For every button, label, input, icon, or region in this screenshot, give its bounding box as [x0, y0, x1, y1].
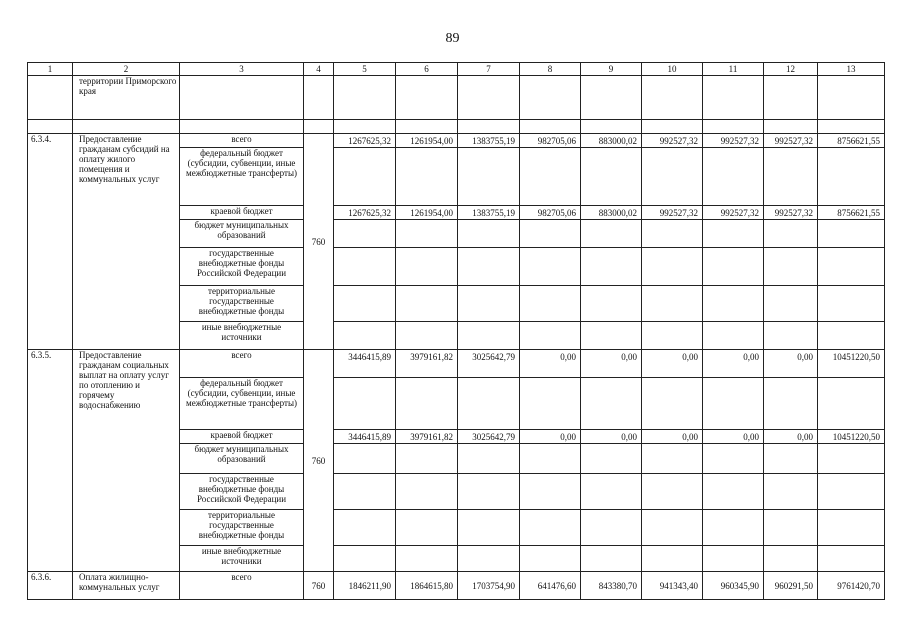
- measure-code: 6.3.4.: [28, 134, 73, 350]
- empty-cell: [818, 444, 885, 474]
- empty-cell: [304, 76, 334, 120]
- empty-cell: [520, 546, 581, 572]
- empty-cell: [458, 148, 520, 206]
- empty-cell: [180, 120, 304, 134]
- empty-cell: [764, 148, 818, 206]
- funding-source: государственные внебюджетные фонды Российской Федерации: [180, 248, 304, 286]
- empty-cell: [458, 120, 520, 134]
- empty-cell: [334, 510, 396, 546]
- empty-cell: [458, 248, 520, 286]
- empty-cell: [334, 546, 396, 572]
- amount-cell: 0,00: [520, 350, 581, 378]
- empty-cell: [703, 322, 764, 350]
- header-row: [28, 63, 885, 76]
- empty-cell: [396, 546, 458, 572]
- empty-cell: [703, 286, 764, 322]
- empty-cell: [334, 286, 396, 322]
- empty-cell: [703, 120, 764, 134]
- page-number: 89: [445, 31, 460, 46]
- empty-cell: [458, 286, 520, 322]
- empty-cell: [642, 510, 703, 546]
- empty-cell: [581, 378, 642, 430]
- amount-cell: 3025642,79: [458, 350, 520, 378]
- amount-cell: 8756621,55: [818, 206, 885, 220]
- empty-cell: [703, 248, 764, 286]
- column-4-value: 760: [304, 134, 334, 350]
- empty-cell: [818, 546, 885, 572]
- header-cell: 8: [520, 63, 581, 76]
- empty-cell: [642, 248, 703, 286]
- empty-cell: [642, 148, 703, 206]
- amount-cell: 3979161,82: [396, 350, 458, 378]
- empty-cell: [334, 76, 396, 120]
- header-cell: 7: [458, 63, 520, 76]
- empty-cell: [396, 444, 458, 474]
- amount-cell: 992527,32: [703, 206, 764, 220]
- measure-name: территории Приморского края: [73, 76, 180, 120]
- amount-cell: 1261954,00: [396, 134, 458, 148]
- amount-cell: 1267625,32: [334, 134, 396, 148]
- empty-cell: [396, 510, 458, 546]
- empty-cell: [396, 220, 458, 248]
- empty-cell: [396, 248, 458, 286]
- amount-cell: 941343,40: [642, 572, 703, 600]
- amount-cell: 0,00: [764, 430, 818, 444]
- amount-cell: 1261954,00: [396, 206, 458, 220]
- empty-cell: [703, 474, 764, 510]
- empty-cell: [520, 220, 581, 248]
- empty-cell: [180, 76, 304, 120]
- budget-table: [27, 62, 885, 600]
- empty-cell: [642, 286, 703, 322]
- amount-cell: 0,00: [520, 430, 581, 444]
- empty-cell: [581, 148, 642, 206]
- funding-source: краевой бюджет: [180, 206, 304, 220]
- empty-cell: [396, 322, 458, 350]
- empty-cell: [334, 220, 396, 248]
- empty-cell: [458, 76, 520, 120]
- empty-cell: [396, 286, 458, 322]
- empty-cell: [458, 510, 520, 546]
- empty-cell: [818, 220, 885, 248]
- empty-cell: [764, 76, 818, 120]
- header-cell: 10: [642, 63, 703, 76]
- amount-cell: 10451220,50: [818, 350, 885, 378]
- header-cell: 3: [180, 63, 304, 76]
- empty-cell: [520, 378, 581, 430]
- measure-code: 6.3.6.: [28, 572, 73, 600]
- funding-source: государственные внебюджетные фонды Российской Федерации: [180, 474, 304, 510]
- empty-cell: [28, 76, 73, 120]
- header-cell: 5: [334, 63, 396, 76]
- funding-source: территориальные государственные внебюджетные фонды: [180, 286, 304, 322]
- empty-cell: [581, 248, 642, 286]
- empty-cell: [458, 322, 520, 350]
- empty-cell: [764, 248, 818, 286]
- empty-cell: [396, 378, 458, 430]
- empty-cell: [458, 378, 520, 430]
- empty-cell: [520, 510, 581, 546]
- empty-cell: [520, 120, 581, 134]
- amount-cell: 883000,02: [581, 134, 642, 148]
- empty-cell: [334, 120, 396, 134]
- measure-name: Предоставление гражданам социальных выплат на оплату услуг по отоплению и горячему водоснабжению: [73, 350, 180, 572]
- amount-cell: 982705,06: [520, 134, 581, 148]
- funding-source: всего: [180, 572, 304, 600]
- funding-source: бюджет муниципальных образований: [180, 220, 304, 248]
- amount-cell: 641476,60: [520, 572, 581, 600]
- amount-cell: 3446415,89: [334, 350, 396, 378]
- empty-cell: [73, 120, 180, 134]
- empty-cell: [764, 220, 818, 248]
- amount-cell: 1864615,80: [396, 572, 458, 600]
- empty-cell: [334, 322, 396, 350]
- empty-cell: [642, 546, 703, 572]
- amount-cell: 0,00: [642, 350, 703, 378]
- amount-cell: 0,00: [764, 350, 818, 378]
- empty-cell: [458, 546, 520, 572]
- empty-cell: [703, 76, 764, 120]
- header-cell: 6: [396, 63, 458, 76]
- empty-cell: [520, 286, 581, 322]
- table-row: [28, 350, 885, 378]
- funding-source: федеральный бюджет (субсидии, субвенции, иные межбюджетные трансферты): [180, 378, 304, 430]
- amount-cell: 3979161,82: [396, 430, 458, 444]
- funding-source: федеральный бюджет (субсидии, субвенции, иные межбюджетные трансферты): [180, 148, 304, 206]
- continuation-row: [28, 76, 885, 120]
- amount-cell: 1267625,32: [334, 206, 396, 220]
- header-cell: 9: [581, 63, 642, 76]
- empty-cell: [703, 444, 764, 474]
- column-4-value: 760: [304, 572, 334, 600]
- amount-cell: 8756621,55: [818, 134, 885, 148]
- empty-cell: [642, 378, 703, 430]
- empty-cell: [818, 378, 885, 430]
- empty-cell: [396, 120, 458, 134]
- empty-cell: [520, 148, 581, 206]
- empty-cell: [764, 474, 818, 510]
- empty-cell: [703, 510, 764, 546]
- amount-cell: 1703754,90: [458, 572, 520, 600]
- empty-cell: [304, 120, 334, 134]
- measure-name: Оплата жилищно-коммунальных услуг: [73, 572, 180, 600]
- empty-cell: [581, 474, 642, 510]
- funding-source: всего: [180, 134, 304, 148]
- header-cell: 1: [28, 63, 73, 76]
- amount-cell: 3025642,79: [458, 430, 520, 444]
- amount-cell: 992527,32: [764, 134, 818, 148]
- amount-cell: 1846211,90: [334, 572, 396, 600]
- funding-source: бюджет муниципальных образований: [180, 444, 304, 474]
- empty-cell: [642, 76, 703, 120]
- empty-cell: [703, 378, 764, 430]
- amount-cell: 0,00: [642, 430, 703, 444]
- empty-cell: [581, 444, 642, 474]
- amount-cell: 9761420,70: [818, 572, 885, 600]
- header-cell: 11: [703, 63, 764, 76]
- empty-cell: [396, 148, 458, 206]
- amount-cell: 0,00: [703, 350, 764, 378]
- empty-cell: [520, 444, 581, 474]
- empty-cell: [334, 474, 396, 510]
- empty-cell: [581, 322, 642, 350]
- funding-source: всего: [180, 350, 304, 378]
- header-cell: 13: [818, 63, 885, 76]
- empty-cell: [764, 510, 818, 546]
- empty-cell: [818, 148, 885, 206]
- empty-cell: [458, 474, 520, 510]
- empty-cell: [642, 322, 703, 350]
- empty-cell: [818, 322, 885, 350]
- empty-cell: [764, 378, 818, 430]
- amount-cell: 992527,32: [642, 206, 703, 220]
- amount-cell: 992527,32: [764, 206, 818, 220]
- header-cell: 12: [764, 63, 818, 76]
- empty-cell: [458, 444, 520, 474]
- table-row: [28, 134, 885, 148]
- empty-cell: [703, 148, 764, 206]
- empty-cell: [818, 120, 885, 134]
- empty-cell: [520, 322, 581, 350]
- amount-cell: 982705,06: [520, 206, 581, 220]
- header-cell: 4: [304, 63, 334, 76]
- empty-cell: [703, 546, 764, 572]
- empty-cell: [334, 248, 396, 286]
- empty-cell: [520, 76, 581, 120]
- empty-cell: [642, 444, 703, 474]
- empty-cell: [334, 378, 396, 430]
- amount-cell: 1383755,19: [458, 134, 520, 148]
- empty-cell: [642, 474, 703, 510]
- amount-cell: 10451220,50: [818, 430, 885, 444]
- empty-cell: [334, 444, 396, 474]
- funding-source: территориальные государственные внебюджетные фонды: [180, 510, 304, 546]
- spacer-row: [28, 120, 885, 134]
- amount-cell: 883000,02: [581, 206, 642, 220]
- empty-cell: [396, 474, 458, 510]
- amount-cell: 992527,32: [703, 134, 764, 148]
- empty-cell: [818, 286, 885, 322]
- empty-cell: [334, 148, 396, 206]
- empty-cell: [581, 120, 642, 134]
- empty-cell: [764, 120, 818, 134]
- empty-cell: [520, 474, 581, 510]
- amount-cell: 0,00: [703, 430, 764, 444]
- empty-cell: [818, 510, 885, 546]
- table-row: [28, 572, 885, 600]
- empty-cell: [764, 546, 818, 572]
- amount-cell: 960291,50: [764, 572, 818, 600]
- empty-cell: [520, 248, 581, 286]
- amount-cell: 960345,90: [703, 572, 764, 600]
- empty-cell: [581, 510, 642, 546]
- empty-cell: [818, 248, 885, 286]
- empty-cell: [764, 444, 818, 474]
- column-4-value: 760: [304, 350, 334, 572]
- empty-cell: [581, 76, 642, 120]
- amount-cell: 0,00: [581, 430, 642, 444]
- amount-cell: 843380,70: [581, 572, 642, 600]
- empty-cell: [458, 220, 520, 248]
- empty-cell: [642, 220, 703, 248]
- measure-name: Предоставление гражданам субсидий на оплату жилого помещения и коммунальных услуг: [73, 134, 180, 350]
- empty-cell: [642, 120, 703, 134]
- empty-cell: [581, 220, 642, 248]
- amount-cell: 3446415,89: [334, 430, 396, 444]
- empty-cell: [764, 286, 818, 322]
- empty-cell: [764, 322, 818, 350]
- empty-cell: [396, 76, 458, 120]
- empty-cell: [581, 286, 642, 322]
- amount-cell: 1383755,19: [458, 206, 520, 220]
- empty-cell: [703, 220, 764, 248]
- measure-code: 6.3.5.: [28, 350, 73, 572]
- empty-cell: [818, 76, 885, 120]
- empty-cell: [28, 120, 73, 134]
- funding-source: иные внебюджетные источники: [180, 322, 304, 350]
- header-cell: 2: [73, 63, 180, 76]
- empty-cell: [581, 546, 642, 572]
- funding-source: краевой бюджет: [180, 430, 304, 444]
- amount-cell: 992527,32: [642, 134, 703, 148]
- amount-cell: 0,00: [581, 350, 642, 378]
- funding-source: иные внебюджетные источники: [180, 546, 304, 572]
- empty-cell: [818, 474, 885, 510]
